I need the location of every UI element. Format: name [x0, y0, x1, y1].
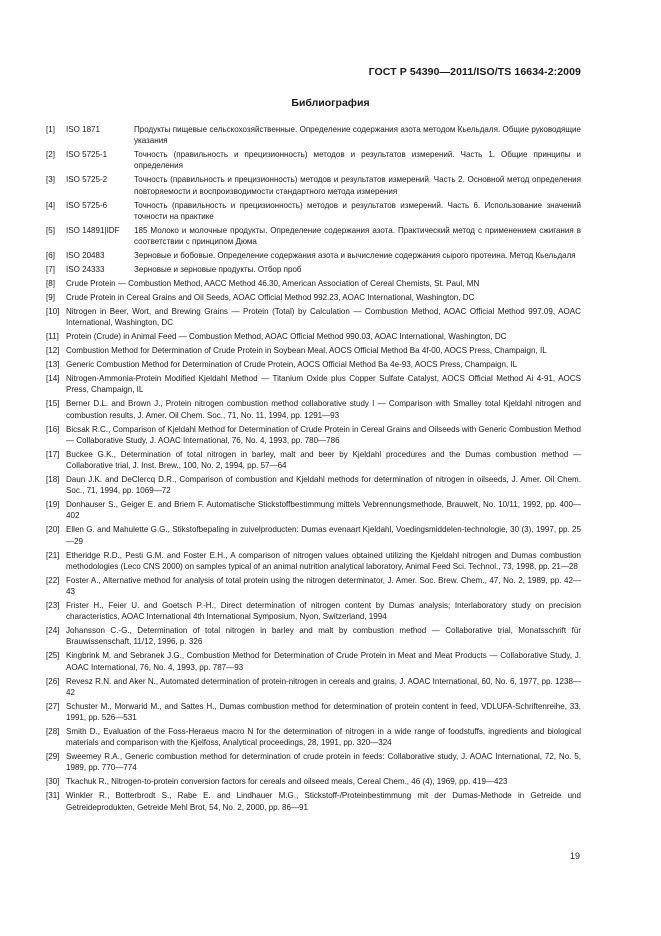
- bibliography-title: Библиография: [291, 97, 370, 109]
- bibliography-entry: [46, 278, 581, 289]
- entry-text: Protein (Crude) in Animal Feed — Combustion Method, AOAC Official Method 990.03, AOAC International, Washington, DC: [66, 332, 507, 342]
- bibliography-entry: [46, 550, 581, 572]
- entry-number: [8]: [46, 279, 55, 289]
- entry-number: [24]: [46, 626, 60, 636]
- entry-number: [16]: [46, 424, 60, 434]
- entry-text: Продукты пищевые сельскохозяйственные. Определение содержания азота методом Кьельдаля. Общие руководящие указания: [134, 125, 581, 146]
- entry-text: Generic Combustion Method for Determination of Crude Protein, AOCS Official Method Ba 4e-93, AOCS Press, Champaign, IL: [66, 360, 518, 370]
- entry-number: [18]: [46, 475, 60, 485]
- entry-text: Tkachuk R., Nitrogen-to-protein conversion factors for cereals and oilseed meals, Cereal Chem., 46 (4), 1969, pp. 419—423: [66, 777, 508, 787]
- entry-number: [2]: [46, 150, 55, 160]
- bibliography-entry: [46, 575, 581, 597]
- entry-number: [28]: [46, 727, 60, 737]
- entry-number: [6]: [46, 251, 55, 261]
- bibliography-entry: [46, 250, 581, 261]
- entry-number: [14]: [46, 374, 60, 384]
- bibliography-entry: [46, 676, 581, 698]
- entry-number: [26]: [46, 676, 60, 686]
- entry-text: Nitrogen in Beer, Wort, and Brewing Grains — Protein (Total) by Calculation — Combustion Method, AOAC Official Method 997.09, AOAC International, Washington, DC: [66, 307, 581, 328]
- entry-text: 185 Молоко и молочные продукты. Определение содержания азота. Практический метод с применением сжигания в соответствии с принципом Дюма: [134, 225, 581, 247]
- bibliography-entry: [46, 373, 581, 395]
- entry-number: [1]: [46, 125, 55, 134]
- bibliography-entry: [46, 776, 581, 787]
- entry-text: Buckee G.K., Determination of total nitrogen in barley, malt and beer by Kjeldahl procedures and the Dumas combustion method — Collaborative trial, J. Inst. Brew., 100, No. 2, 1994, pp. 57—64: [66, 449, 581, 471]
- bibliography-entry: [46, 424, 581, 446]
- entry-text: Точность (правильность и прецизионность) методов и результатов измерений. Часть 1. Общие принципы и определения: [134, 150, 581, 171]
- entry-text: Revesz R.N. and Aker N., Automated determination of protein-nitrogen in cereals and grains, J. AOAC International, 60, No. 6, 1977, pp. 1238—42: [66, 676, 581, 697]
- entry-text: Crude Protein — Combustion Method, AACC Method 46.30, American Association of Cereal Chemists, St. Paul, MN: [66, 279, 480, 289]
- bibliography-entry: [46, 790, 581, 812]
- entry-number: [3]: [46, 175, 55, 185]
- bibliography-entry: [46, 331, 581, 342]
- entry-text: Ellen G. and Mahulette G.G., Stikstofbepaling in zuivelproducten: Dumas evenaart Kjeldahl, Voedingsmiddelen-technologie, 30 (3), 1997, pp. 25—29: [66, 525, 581, 546]
- entry-number: [30]: [46, 777, 60, 787]
- bibliography-entry: [46, 200, 581, 222]
- entry-number: [4]: [46, 200, 55, 210]
- entry-text: Combustion Method for Determination of Crude Protein in Soybean Meal, AOCS Official Method Ba 4f-00, AOCS Press, Champaign, IL: [66, 346, 547, 356]
- entry-number: [19]: [46, 500, 60, 510]
- bibliography-entry: [46, 345, 581, 356]
- entry-text: Точность (правильность и прецизионность) методов и результатов измерений. Часть 2. Основной метод определения повторяемости и воспроизводимости стандартного метода измерения: [134, 175, 581, 196]
- bibliography-entry: [46, 449, 581, 471]
- bibliography-entry: [46, 499, 581, 521]
- entry-number: [20]: [46, 525, 60, 535]
- entry-standard-code: ISO 5725-2: [66, 175, 108, 185]
- bibliography-entry: [46, 359, 581, 370]
- entry-text: Berner D.L. and Brown J., Protein nitrogen combustion method collaborative study I — Comparison with Smalley total Kjeldahl nitrogen and combustion results, J. Amer. Oil Chem. Soc., 71, No. 11, 1994, pp. 1291—93: [66, 399, 581, 420]
- bibliography-entry: [46, 524, 581, 546]
- entry-text: Kingbrink M. and Sebranek J.G., Combustion Method for Determination of Crude Protein in Meat and Meat Products — Collaborative Study, J. AOAC International, 76, No. 4, 1993, pp. 787—93: [66, 651, 581, 672]
- entry-text: Зерновые и бобовые. Определение содержания азота и вычисление содержания сырого протеина. Метод Кьельдаля: [134, 251, 576, 261]
- entry-text: Зерновые и зерновые продукты. Отбор проб: [134, 265, 302, 275]
- bibliography-entry: [46, 264, 581, 275]
- entry-number: [15]: [46, 399, 60, 409]
- bibliography-entry: [46, 292, 581, 303]
- bibliography-list: [46, 124, 581, 816]
- entry-text: Schuster M., Morwarid M., and Sattes H., Dumas combustion method for determination of protein content in feed, VDLUFA-Schriftenreihe, 33, 1991, pp. 526—531: [66, 701, 581, 723]
- bibliography-entry: [46, 174, 581, 196]
- bibliography-entry: [46, 625, 581, 647]
- entry-number: [13]: [46, 360, 60, 370]
- entry-number: [11]: [46, 332, 59, 342]
- entry-text: Frister H., Feier U. and Goetsch P.-H., Direct determination of nitrogen content by Dumas analysis; Interlaboratory study on precision characteristics, AOAC International 4th International Symposium, Nyon, Switzerland, 1994: [66, 601, 581, 622]
- entry-standard-code: ISO 1871: [66, 125, 100, 134]
- entry-standard-code: ISO 20483: [66, 251, 105, 261]
- entry-number: [5]: [46, 225, 55, 235]
- bibliography-entry: [46, 306, 581, 328]
- entry-text: Smith D., Evaluation of the Foss-Heraeus macro N for the determination of nitrogen in a wide range of foodstuffs, ingredients and biological materials and comparison with the Kjelfoss, Analytical proceedings, 28, 1991, pp. 320—324: [66, 727, 581, 748]
- entry-standard-code: ISO 5725-6: [66, 200, 108, 210]
- entry-number: [17]: [46, 449, 60, 459]
- entry-text: Nitrogen-Ammonia-Protein Modified Kjeldahl Method — Titanium Oxide plus Copper Sulfate Catalyst, AOCS Official Method Ai 4-91, AOCS Press, Champaign, IL: [66, 374, 581, 395]
- bibliography-entry: [46, 124, 581, 146]
- entry-text: Bicsak R.C., Comparison of Kjeldahl Method for Determination of Crude Protein in Cereal Grains and Oilseeds with Generic Combustion Method — Collaborative Study, J. AOAC International, 76, No. 4, 1993, pp. 780—786: [66, 424, 581, 445]
- entry-number: [9]: [46, 293, 55, 303]
- bibliography-entry: [46, 225, 581, 247]
- entry-text: Etheridge R.D., Pesti G.M. and Foster E.H., A comparison of nitrogen values obtained utilizing the Kjeldahl nitrogen and Dumas combustion methodologies (Leco CNS 2000) on samples typical of an animal nutrition analytical laboratory, Animal Feed Sci. Technol., 73, 1998, pp. 21—28: [66, 550, 581, 571]
- entry-text: Sweemey R.A., Generic combustion method for determination of crude protein in feeds: Collaborative study, J. AOAC International, 72, No. 5, 1989, pp. 770—774: [66, 752, 581, 773]
- entry-number: [25]: [46, 651, 60, 661]
- entry-number: [21]: [46, 550, 60, 560]
- entry-standard-code: ISO 14891|IDF: [66, 225, 120, 235]
- entry-text: Daun J.K. and DeClercq D.R., Comparison of combustion and Kjeldahl methods for determination of nitrogen in oilseeds, J. Amer. Oil Chem. Soc., 71, 1994, pp. 1069—72: [66, 475, 581, 496]
- bibliography-entry: [46, 398, 581, 420]
- entry-number: [10]: [46, 307, 60, 317]
- bibliography-entry: [46, 751, 581, 773]
- entry-text: Donhauser S., Geiger E. and Briem F. Automatische Stickstoffbestimmung mittels Vebrennungsmethode, Brauwelt, No. 10/11, 1992, pp. 400—402: [66, 500, 581, 521]
- entry-number: [23]: [46, 601, 60, 611]
- bibliography-entry: [46, 600, 581, 622]
- entry-text: Crude Protein in Cereal Grains and Oil Seeds, AOAC Official Method 992.23, AOAC International, Washington, DC: [66, 293, 475, 303]
- entry-number: [29]: [46, 752, 60, 762]
- bibliography-entry: [46, 474, 581, 496]
- bibliography-entry: [46, 149, 581, 171]
- entry-standard-code: ISO 24333: [66, 265, 105, 275]
- standard-designation: ГОСТ Р 54390—2011/ISO/TS 16634-2:2009: [368, 66, 581, 78]
- bibliography-entry: [46, 650, 581, 672]
- entry-text: Winkler R., Botterbrodt S., Rabe E. and Lindhauer M.G., Stickstoff-/Proteinbestimmung mit der Dumas-Methode in Getreide und Getreideprodukten, Getreide Mehl Brot, 54, No. 2, 2000, pp. 86—91: [66, 791, 581, 812]
- entry-number: [7]: [46, 265, 55, 275]
- entry-text: Johansson C.-G., Determination of total nitrogen in barley and malt by combustion method — Collaborative trial, Monatsschrift für Brauwissenschaft, 11/12, 1996, p. 326: [66, 626, 581, 647]
- entry-number: [22]: [46, 575, 60, 585]
- entry-number: [31]: [46, 791, 60, 801]
- entry-number: [12]: [46, 346, 60, 356]
- bibliography-entry: [46, 701, 581, 723]
- entry-number: [27]: [46, 701, 60, 711]
- entry-text: Точность (правильность и прецизионность) методов и результатов измерений. Часть 6. Использование значений точности на практике: [134, 200, 581, 221]
- entry-text: Foster A., Alternative method for analysis of total protein using the nitrogen determinator, J. Amer. Soc. Brew. Chem., 47, No. 2, 1989, pp. 42—43: [66, 575, 581, 597]
- entry-standard-code: ISO 5725-1: [66, 150, 108, 160]
- bibliography-entry: [46, 726, 581, 748]
- page-number: 19: [569, 851, 580, 861]
